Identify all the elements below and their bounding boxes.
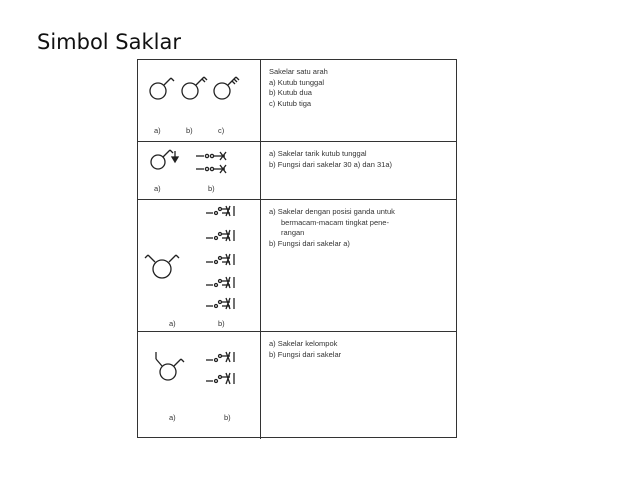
switch-circle-a: [150, 83, 166, 99]
symbol-cell: [138, 60, 260, 141]
symbol-label-a: a): [169, 319, 176, 328]
description-line: bermacam-macam tingkat pene-: [281, 217, 389, 227]
description-line: b) Fungsi dari sakelar: [269, 349, 342, 359]
description-line: a) Sakelar tarik kutub tunggal: [269, 149, 367, 158]
description-cell: [269, 339, 449, 360]
description-line: b) Fungsi dari sakelar a): [269, 238, 350, 248]
symbol-label-a: a): [154, 184, 161, 193]
symbol-label-b: b): [186, 126, 193, 135]
switch-circle-c: [214, 83, 230, 99]
dual-switch-circle: [153, 260, 171, 278]
description-cell: [269, 207, 449, 249]
symbol-label-c: c): [218, 126, 225, 135]
symbol-label-a: a): [154, 126, 161, 135]
group-switch-circle: [160, 364, 176, 380]
description-line: a) Sakelar dengan posisi ganda untuk: [269, 207, 395, 216]
symbol-label-a: a): [169, 413, 176, 422]
symbol-label-b: b): [208, 184, 215, 193]
table-row-pull-switch: [138, 142, 456, 200]
description-line: c) Kutub tiga: [269, 98, 312, 108]
description-line: b) Kutub dua: [269, 88, 312, 97]
symbol-label-b: b): [218, 319, 225, 328]
switch-circle-b: [182, 83, 198, 99]
description-line: a) Kutub tunggal: [269, 77, 325, 87]
description-cell: [269, 149, 449, 170]
symbol-label-b: b): [224, 413, 231, 422]
symbol-cell: [138, 200, 260, 331]
description-line: a) Sakelar kelompok: [269, 339, 338, 348]
symbol-cell: [138, 142, 260, 199]
symbol-table: [137, 59, 457, 438]
slide-title: Simbol Saklar: [37, 30, 182, 54]
description-line: Sakelar satu arah: [269, 67, 328, 76]
symbol-cell: [138, 332, 260, 439]
function-stack: [206, 206, 234, 309]
multi-position-switch-symbols: [138, 200, 260, 332]
table-row-group-switch: [138, 332, 456, 439]
description-cell: [269, 67, 449, 109]
table-row-single-way-switch: [138, 60, 456, 142]
pull-switch-circle: [151, 155, 165, 169]
table-row-multi-position-switch: [138, 200, 456, 332]
group-switch-symbols: [138, 332, 260, 439]
description-line: rangan: [281, 228, 305, 237]
description-line: b) Fungsi dari sakelar 30 a) dan 31a): [269, 159, 392, 169]
